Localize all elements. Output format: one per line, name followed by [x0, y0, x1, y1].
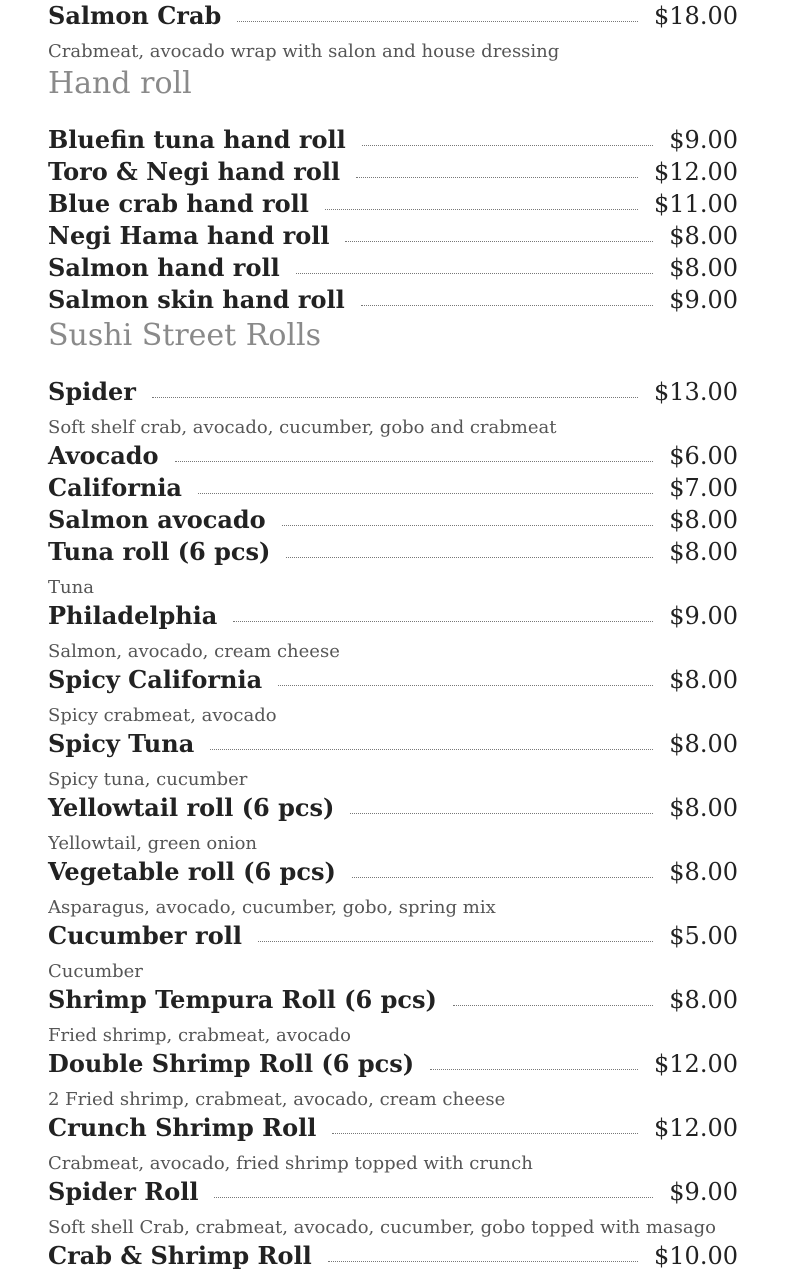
- item-name: Crunch Shrimp Roll: [48, 1113, 317, 1142]
- item-price: $11.00: [654, 190, 738, 218]
- item-name: Crab & Shrimp Roll: [48, 1241, 312, 1270]
- dot-leader: [286, 557, 653, 558]
- menu-item: [48, 218, 738, 250]
- menu-item: [48, 438, 738, 470]
- menu-item: [48, 1238, 738, 1270]
- menu-item: [48, 598, 738, 630]
- dot-leader: [198, 493, 653, 494]
- item-name: Spider: [48, 377, 136, 406]
- item-price: $8.00: [669, 666, 738, 694]
- item-name: Shrimp Tempura Roll (6 pcs): [48, 985, 437, 1014]
- item-price: $9.00: [669, 1178, 738, 1206]
- item-price: $7.00: [669, 474, 738, 502]
- menu-item: [48, 854, 738, 886]
- item-price: $8.00: [669, 538, 738, 566]
- item-price: $8.00: [669, 794, 738, 822]
- item-name: Salmon Crab: [48, 1, 222, 30]
- dot-leader: [362, 145, 654, 146]
- dot-leader: [328, 1261, 638, 1262]
- item-price: $13.00: [654, 378, 738, 406]
- dot-leader: [152, 397, 638, 398]
- menu-item: [48, 470, 738, 502]
- item-price: $18.00: [654, 2, 738, 30]
- menu-item: [48, 918, 738, 950]
- menu-item: [48, 726, 738, 758]
- dot-leader: [233, 621, 653, 622]
- item-description: Asparagus, avocado, cucumber, gobo, spring mix: [48, 898, 496, 918]
- item-name: Salmon hand roll: [48, 253, 280, 282]
- menu-item: [48, 790, 738, 822]
- item-price: $9.00: [669, 126, 738, 154]
- menu-item: [48, 1046, 738, 1078]
- dot-leader: [214, 1197, 653, 1198]
- item-description: Salmon, avocado, cream cheese: [48, 642, 340, 662]
- item-price: $9.00: [669, 286, 738, 314]
- menu-item: [48, 1110, 738, 1142]
- item-name: Toro & Negi hand roll: [48, 157, 341, 186]
- menu-item: [48, 0, 738, 30]
- dot-leader: [453, 1005, 653, 1006]
- item-name: Blue crab hand roll: [48, 189, 309, 218]
- item-description: Soft shell Crab, crabmeat, avocado, cucumber, gobo topped with masago: [48, 1218, 716, 1238]
- menu-item: [48, 122, 738, 154]
- menu-item: [48, 374, 738, 406]
- item-price: $6.00: [669, 442, 738, 470]
- item-name: Yellowtail roll (6 pcs): [48, 793, 335, 822]
- item-price: $5.00: [669, 922, 738, 950]
- item-name: Salmon avocado: [48, 505, 266, 534]
- item-name: California: [48, 473, 182, 502]
- section-title: Sushi Street Rolls: [48, 318, 322, 353]
- item-price: $8.00: [669, 254, 738, 282]
- dot-leader: [237, 21, 638, 22]
- menu-item: [48, 250, 738, 282]
- item-name: Salmon skin hand roll: [48, 285, 345, 314]
- dot-leader: [352, 877, 653, 878]
- dot-leader: [332, 1133, 638, 1134]
- item-price: $8.00: [669, 730, 738, 758]
- item-name: Vegetable roll (6 pcs): [48, 857, 336, 886]
- item-price: $12.00: [654, 1050, 738, 1078]
- item-name: Tuna roll (6 pcs): [48, 537, 271, 566]
- item-name: Double Shrimp Roll (6 pcs): [48, 1049, 415, 1078]
- dot-leader: [356, 177, 638, 178]
- dot-leader: [361, 305, 654, 306]
- item-price: $10.00: [654, 1242, 738, 1270]
- item-price: $12.00: [654, 1114, 738, 1142]
- menu-item: [48, 1174, 738, 1206]
- dot-leader: [210, 749, 653, 750]
- item-description: Crabmeat, avocado wrap with salon and house dressing: [48, 42, 560, 62]
- item-description: Spicy tuna, cucumber: [48, 770, 248, 790]
- menu-item: [48, 982, 738, 1014]
- item-description: 2 Fried shrimp, crabmeat, avocado, cream cheese: [48, 1090, 506, 1110]
- menu-item: [48, 154, 738, 186]
- item-price: $12.00: [654, 158, 738, 186]
- item-price: $8.00: [669, 222, 738, 250]
- item-name: Spider Roll: [48, 1177, 199, 1206]
- item-name: Spicy Tuna: [48, 729, 195, 758]
- dot-leader: [258, 941, 653, 942]
- item-price: $8.00: [669, 986, 738, 1014]
- dot-leader: [350, 813, 653, 814]
- item-price: $8.00: [669, 506, 738, 534]
- menu-item: [48, 282, 738, 314]
- item-description: Crabmeat, avocado, fried shrimp topped with crunch: [48, 1154, 533, 1174]
- item-name: Philadelphia: [48, 601, 218, 630]
- dot-leader: [278, 685, 653, 686]
- dot-leader: [175, 461, 654, 462]
- item-name: Negi Hama hand roll: [48, 221, 330, 250]
- dot-leader: [325, 209, 638, 210]
- menu-item: [48, 502, 738, 534]
- menu-item: [48, 534, 738, 566]
- item-description: Spicy crabmeat, avocado: [48, 706, 277, 726]
- item-price: $8.00: [669, 858, 738, 886]
- dot-leader: [282, 525, 654, 526]
- item-price: $9.00: [669, 602, 738, 630]
- item-description: Soft shelf crab, avocado, cucumber, gobo and crabmeat: [48, 418, 557, 438]
- item-description: Yellowtail, green onion: [48, 834, 258, 854]
- dot-leader: [345, 241, 653, 242]
- dot-leader: [296, 273, 654, 274]
- menu: [48, 0, 738, 1270]
- item-description: Fried shrimp, crabmeat, avocado: [48, 1026, 351, 1046]
- item-name: Cucumber roll: [48, 921, 242, 950]
- item-name: Bluefin tuna hand roll: [48, 125, 346, 154]
- section-title: Hand roll: [48, 66, 192, 101]
- dot-leader: [430, 1069, 638, 1070]
- item-name: Avocado: [48, 441, 159, 470]
- menu-item: [48, 662, 738, 694]
- menu-item: [48, 186, 738, 218]
- item-name: Spicy California: [48, 665, 263, 694]
- item-description: Cucumber: [48, 962, 143, 982]
- item-description: Tuna: [48, 578, 94, 598]
